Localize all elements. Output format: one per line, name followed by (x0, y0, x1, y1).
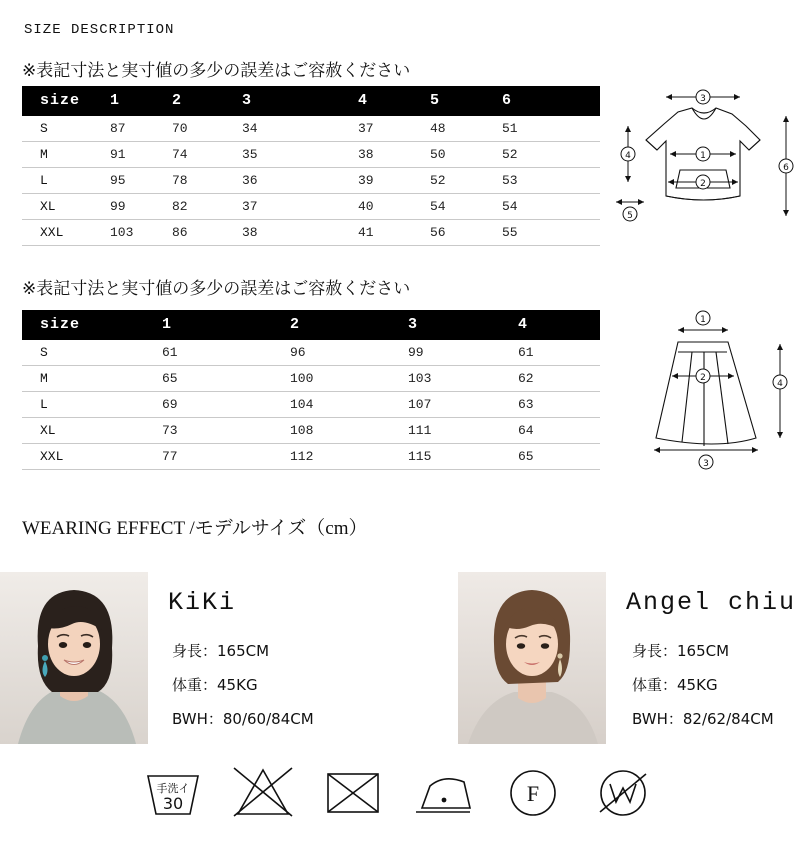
svg-text:1: 1 (700, 151, 706, 161)
cell: 41 (358, 220, 430, 246)
cell: 91 (110, 142, 172, 168)
model-bwh-label: BWH： (632, 710, 683, 728)
column-header: size (22, 86, 110, 116)
do-not-wring-icon (588, 762, 658, 824)
column-header: 6 (502, 86, 600, 116)
cell: 108 (290, 418, 408, 444)
cell-size: XL (22, 194, 110, 220)
cell: 51 (502, 116, 600, 142)
cell: 99 (408, 340, 518, 366)
cell: 53 (502, 168, 600, 194)
column-header: 3 (242, 86, 358, 116)
cell-size: L (22, 392, 162, 418)
size-table-top (22, 86, 600, 246)
table-row (22, 392, 600, 418)
column-header: 1 (110, 86, 172, 116)
cell-size: M (22, 142, 110, 168)
cell: 36 (242, 168, 358, 194)
cell: 65 (162, 366, 290, 392)
cell: 52 (502, 142, 600, 168)
svg-text:3: 3 (703, 459, 709, 469)
cell: 62 (518, 366, 600, 392)
column-header: 4 (518, 310, 600, 340)
column-header: 2 (290, 310, 408, 340)
svg-text:30: 30 (162, 794, 184, 813)
model-photo (458, 572, 606, 744)
cell: 61 (162, 340, 290, 366)
cell: 37 (242, 194, 358, 220)
cell: 54 (430, 194, 502, 220)
cell: 54 (502, 194, 600, 220)
svg-text:5: 5 (627, 211, 633, 221)
svg-text:2: 2 (700, 179, 706, 189)
cell: 115 (408, 444, 518, 470)
cell: 56 (430, 220, 502, 246)
model-weight-value: 45KG (217, 676, 258, 694)
do-not-tumble-dry-icon (318, 762, 388, 824)
column-header: 1 (162, 310, 290, 340)
table-row (22, 444, 600, 470)
cell: 103 (110, 220, 172, 246)
table-row (22, 168, 600, 194)
cell: 70 (172, 116, 242, 142)
table-row (22, 418, 600, 444)
svg-text:F: F (526, 781, 540, 806)
cell-size: XXL (22, 220, 110, 246)
cell: 38 (358, 142, 430, 168)
cell: 55 (502, 220, 600, 246)
model-height-value: 165CM (217, 642, 270, 660)
cell: 37 (358, 116, 430, 142)
page-title: SIZE DESCRIPTION (24, 22, 175, 38)
cell: 96 (290, 340, 408, 366)
table-row (22, 116, 600, 142)
model-bwh-value: 80/60/84CM (222, 710, 314, 728)
wearing-effect-title: WEARING EFFECT /モデルサイズ（cm） (22, 518, 368, 539)
column-header: 4 (358, 86, 430, 116)
hoodie-measurement-diagram (608, 84, 800, 244)
cell-size: XL (22, 418, 162, 444)
cell: 103 (408, 366, 518, 392)
model-height-label: 身長： (632, 642, 678, 660)
cell: 82 (172, 194, 242, 220)
care-instructions (0, 762, 800, 832)
cell: 48 (430, 116, 502, 142)
cell-size: S (22, 340, 162, 366)
cell: 99 (110, 194, 172, 220)
cell: 64 (518, 418, 600, 444)
model-bwh-label: BWH： (172, 710, 223, 728)
cell: 78 (172, 168, 242, 194)
hand-wash-30-icon (138, 762, 208, 824)
cell: 35 (242, 142, 358, 168)
cell: 52 (430, 168, 502, 194)
cell: 107 (408, 392, 518, 418)
cell: 63 (518, 392, 600, 418)
cell: 86 (172, 220, 242, 246)
cell: 61 (518, 340, 600, 366)
cell: 112 (290, 444, 408, 470)
table-row (22, 220, 600, 246)
measurement-note-1: ※表記寸法と実寸値の多少の誤差はご容赦ください (22, 61, 411, 81)
table-row (22, 340, 600, 366)
table-row (22, 142, 600, 168)
column-header: 3 (408, 310, 518, 340)
size-table-bottom (22, 310, 600, 470)
dry-clean-f-icon (498, 762, 568, 824)
model-bwh-value: 82/62/84CM (682, 710, 774, 728)
do-not-bleach-icon (228, 762, 298, 824)
cell-size: S (22, 116, 110, 142)
svg-text:4: 4 (777, 379, 783, 389)
skirt-measurement-diagram (630, 310, 800, 480)
model-weight-label: 体重： (632, 676, 678, 694)
measurement-note-2: ※表記寸法と実寸値の多少の誤差はご容赦ください (22, 279, 411, 299)
svg-text:4: 4 (625, 151, 631, 161)
cell-size: L (22, 168, 110, 194)
cell: 111 (408, 418, 518, 444)
cell: 34 (242, 116, 358, 142)
cell: 77 (162, 444, 290, 470)
cell: 65 (518, 444, 600, 470)
cell: 74 (172, 142, 242, 168)
cell: 100 (290, 366, 408, 392)
svg-text:6: 6 (783, 163, 789, 173)
cell-size: XXL (22, 444, 162, 470)
cell: 87 (110, 116, 172, 142)
model-height-value: 165CM (677, 642, 730, 660)
table-header-row (22, 86, 600, 116)
column-header: 2 (172, 86, 242, 116)
model-card (400, 572, 800, 744)
table-row (22, 366, 600, 392)
cell: 73 (162, 418, 290, 444)
cell: 38 (242, 220, 358, 246)
cell: 104 (290, 392, 408, 418)
cell: 39 (358, 168, 430, 194)
cell: 40 (358, 194, 430, 220)
svg-text:1: 1 (700, 315, 706, 325)
model-cards (0, 572, 800, 744)
svg-text:手洗イ: 手洗イ (156, 782, 190, 795)
model-weight-label: 体重： (172, 676, 218, 694)
svg-text:2: 2 (700, 373, 706, 383)
model-name: Angel chiu (626, 588, 797, 617)
cell: 95 (110, 168, 172, 194)
model-height-label: 身長： (172, 642, 218, 660)
cell: 69 (162, 392, 290, 418)
svg-text:3: 3 (700, 94, 706, 104)
table-row (22, 194, 600, 220)
cell-size: M (22, 366, 162, 392)
model-name: KiKi (168, 588, 237, 617)
model-card (0, 572, 400, 744)
cell: 50 (430, 142, 502, 168)
table-header-row (22, 310, 600, 340)
column-header: 5 (430, 86, 502, 116)
iron-low-heat-icon (408, 762, 478, 824)
column-header: size (22, 310, 162, 340)
model-weight-value: 45KG (677, 676, 718, 694)
model-photo (0, 572, 148, 744)
